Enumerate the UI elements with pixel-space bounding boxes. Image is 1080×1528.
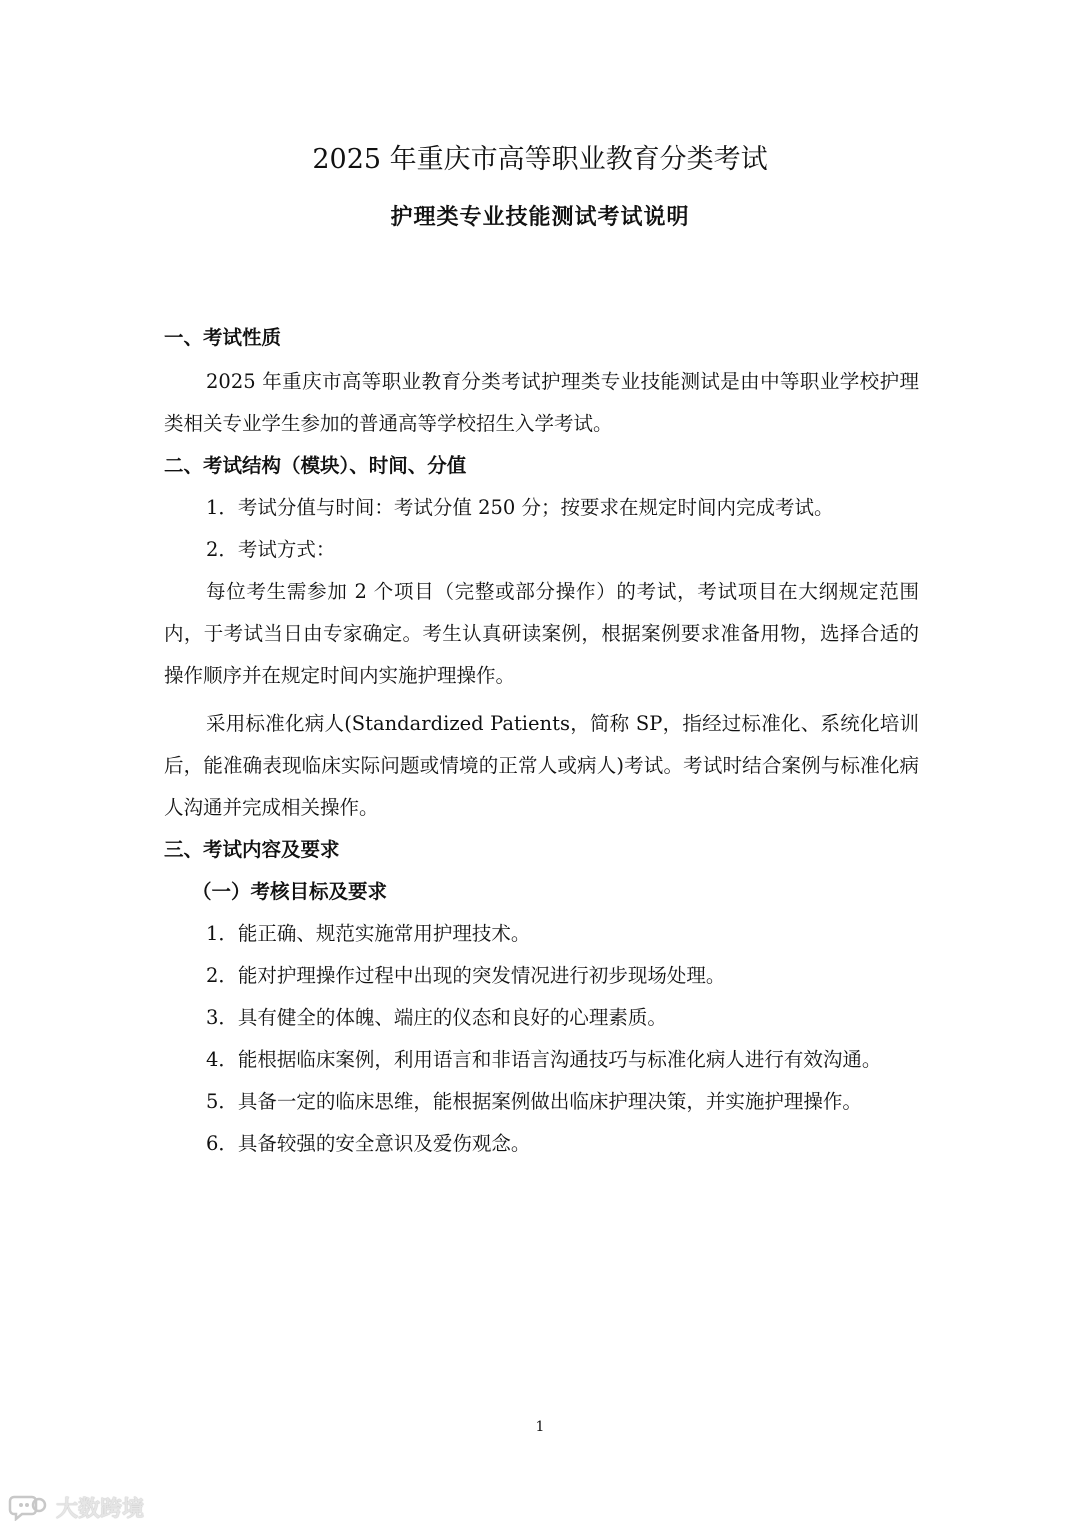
watermark-text: 大数跨境 xyxy=(56,1496,145,1522)
section-heading-content: 三、考试内容及要求 xyxy=(164,838,340,861)
document-body xyxy=(164,317,919,1165)
document-subtitle: 护理类专业技能测试考试说明 xyxy=(390,205,690,230)
list-item: 4．能根据临床案例，利用语言和非语言沟通技巧与标准化病人进行有效沟通。 xyxy=(206,1048,882,1071)
paragraph-exam-nature: 2025 年重庆市高等职业教育分类考试护理类专业技能测试是由中等职业学校护理类相关专业学生参加的普通高等学校招生入学考试。 xyxy=(164,370,919,435)
list-item: 2．能对护理操作过程中出现的突发情况进行初步现场处理。 xyxy=(206,964,726,987)
paragraph-exam-method: 每位考生需参加 2 个项目（完整或部分操作）的考试，考试项目在大纲规定范围内，于考试当日由专家确定。考生认真研读案例，根据案例要求准备用物，选择合适的操作顺序并在规定时间内实施护理操作。 xyxy=(164,580,919,687)
paragraph-standardized-patients: 采用标准化病人(Standardized Patients，简称 SP，指经过标准化、系统化培训后，能准确表现临床实际问题或情境的正常人或病人)考试。考试时结合案例与标准化病人沟通并完成相关操作。 xyxy=(164,712,919,819)
section-heading-structure: 二、考试结构（模块）、时间、分值 xyxy=(164,454,467,477)
document-title: 2025 年重庆市高等职业教育分类考试 xyxy=(312,144,768,175)
list-item: 1．能正确、规范实施常用护理技术。 xyxy=(206,922,531,945)
list-item: 3．具有健全的体魄、端庄的仪态和良好的心理素质。 xyxy=(206,1006,667,1029)
page-number: 1 xyxy=(535,1419,545,1435)
list-item-exam-method: 2．考试方式： xyxy=(206,538,336,561)
section-heading-nature: 一、考试性质 xyxy=(164,326,282,349)
list-item: 6．具备较强的安全意识及爱伤观念。 xyxy=(206,1132,531,1155)
list-item-score-time: 1．考试分值与时间：考试分值 250 分；按要求在规定时间内完成考试。 xyxy=(206,496,834,519)
list-item: 5．具备一定的临床思维，能根据案例做出临床护理决策，并实施护理操作。 xyxy=(206,1090,862,1113)
chat-bubble-logo-icon xyxy=(8,1493,48,1521)
watermark xyxy=(8,1490,144,1524)
subsection-heading-objectives: （一）考核目标及要求 xyxy=(192,880,388,903)
